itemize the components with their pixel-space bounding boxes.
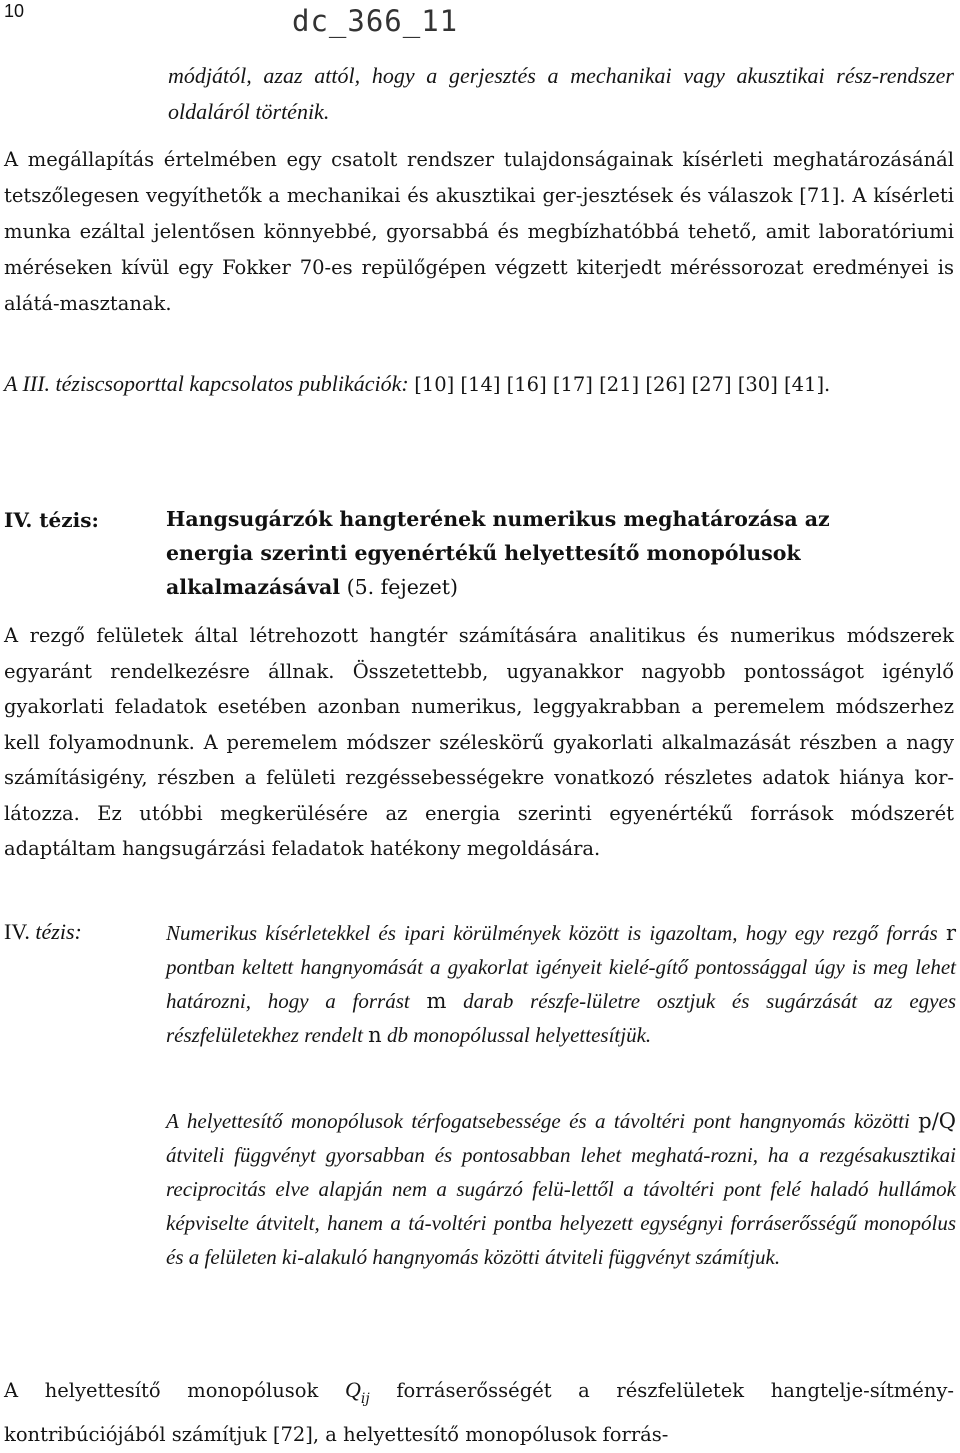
symbol-q: Q: [344, 1377, 361, 1402]
intro-paragraph-text: A megállapítás értelmében egy csatolt rendszer tulajdonságainak kísérleti meghatározásánál tetszőlegesen vegyíthetők a mechanikai és akusztikai ger-jesztések és válaszok [71]. A kísérleti munka ezáltal jelentősen könnyebbé, gyorsabbá és megbízhatóbbá tehető, amit laboratóriumi méréseken kívül egy Fokker 70-es repülőgépen végzett kiterjedt méréssorozat eredményei is alátá-masztanak.: [4, 148, 954, 315]
thesis-p1-part-b: pontban keltett hangnyomását a gyakorlat igényeit kielé-gítő pontossággal úgy is meg lehet határozni, hogy a forrást: [166, 955, 956, 1013]
thesis-heading-title-line1: Hangsugárzók hangterének numerikus meghatározása az: [166, 507, 830, 531]
symbol-p-over-q: p/Q: [918, 1109, 956, 1133]
thesis-p1-part-a: Numerikus kísérletekkel és ipari körülmények között is igazoltam, hogy egy rezgő forrás: [166, 921, 946, 945]
thesis-heading-label: IV. tézis:: [4, 508, 99, 532]
thesis-heading-title-line3: [166, 570, 956, 604]
thesis-heading-title-line3-text: alkalmazásával: [166, 575, 341, 599]
publications-refs: [10] [14] [16] [17] [21] [26] [27] [30] [41].: [414, 373, 831, 396]
thesis-statement-paragraph-2: [166, 1104, 956, 1274]
thesis-statement-label: [4, 914, 154, 950]
publications-line: [4, 366, 954, 403]
publications-prefix: A III.: [4, 371, 56, 396]
intro-paragraph: [4, 142, 954, 322]
thesis-p2-part-b: átviteli függvényt gyorsabban és pontosabban lehet meghatá-rozni, ha a rezgésakusztikai reciprocitás elve alapján nem a sugárzó felü-lettől a távoltéri pont felé haladó hullámok képviselte átvitelt, hanem a tá-voltéri pontba helyezett egységnyi forráserősségű monopólus és a felületen ki-alakuló hangnyomás közötti átviteli függvényt számítjuk.: [166, 1143, 956, 1269]
publications-label: téziscsoporttal kapcsolatos publikációk:: [55, 371, 409, 396]
italic-continuation: [168, 58, 954, 130]
symbol-r: r: [945, 921, 956, 945]
thesis-heading-chapter-ref: (5. fejezet): [340, 575, 459, 599]
page-number: 10: [4, 1, 25, 21]
thesis-p2-part-a: A helyettesítő monopólusok térfogatsebessége és a távoltéri pont hangnyomás közötti: [166, 1109, 919, 1133]
thesis-p1-part-d: db monopólussal helyettesítjük.: [381, 1023, 652, 1047]
thesis-p1-part-c: darab részfe-lületre osztjuk és sugárzását az egyes részfelületekhez rendelt: [166, 989, 956, 1047]
symbol-n: n: [368, 1023, 382, 1047]
body-paragraph: [4, 618, 954, 867]
symbol-m: m: [426, 989, 447, 1013]
body-paragraph-text: A rezgő felületek által létrehozott hangtér számítására analitikus és numerikus módszerek egyaránt rendelkezésre állnak. Összetettebb, ugyanakkor nagyobb pontosságot igénylő gyakorlati feladatok esetében azonban numerikus, leggyakrabban a peremelem módszerhez kell folyamodnunk. A peremelem módszer széleskörű gyakorlati alkalmazását részben a nagy számításigény, részben a felületi rezgéssebességekre vonatkozó részletes adatok hiánya kor-látozza. Ez utóbbi megkerülésére az energia szerinti egyenértékű források módszerét adaptáltam hangsugárzási feladatok hatékony megoldására.: [4, 624, 954, 860]
document-id: dc_366_11: [292, 4, 459, 38]
thesis-heading-title: [166, 502, 956, 604]
symbol-q-subscript: ij: [360, 1391, 370, 1407]
italic-continuation-text: módjától, azaz attól, hogy a gerjesztés a mechanikai vagy akusztikai rész-rendszer oldaláról történik.: [168, 63, 954, 124]
final-paragraph-part-a: A helyettesítő monopólusok: [4, 1379, 345, 1402]
thesis-statement-label-word: tézis:: [35, 919, 82, 944]
thesis-statement-label-prefix: IV.: [4, 919, 36, 944]
final-paragraph-part-b: forráserősségét a részfelületek hangtelje-sítmény-kontribúciójából számítjuk [72], a helyettesítő monopólusok forrás-: [4, 1379, 955, 1446]
thesis-heading-title-line2: energia szerinti egyenértékű helyettesítő monopólusok: [166, 541, 801, 565]
thesis-statement-paragraph-1: [166, 916, 956, 1052]
final-paragraph: [4, 1372, 954, 1453]
